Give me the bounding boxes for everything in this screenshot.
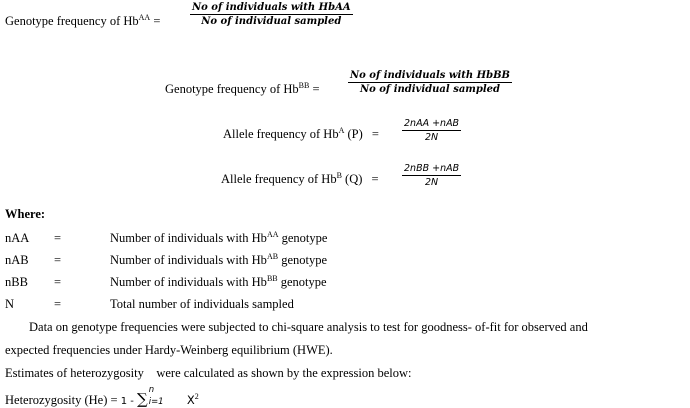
het-one-minus: 1 - xyxy=(120,396,134,407)
def-sup-nab: AB xyxy=(266,252,279,261)
eq3-sup: A xyxy=(338,126,345,135)
eq1-equals: = xyxy=(153,14,161,28)
eq4-label: Allele frequency of Hb xyxy=(221,172,337,186)
paragraph-heterozygosity: Estimates of heterozygosity were calculated as shown by the expression below: xyxy=(5,366,412,380)
def-pre-nbb: Number of individuals with Hb xyxy=(110,275,267,289)
paragraph-line-2: expected frequencies under Hardy-Weinberg equilibrium (HWE). xyxy=(5,343,333,357)
def-eq-nbb: = xyxy=(54,275,62,289)
eq3-suffix: (P) xyxy=(347,127,363,141)
def-pre-naa: Number of individuals with Hb xyxy=(110,231,267,245)
eq4-equals: = xyxy=(371,172,379,186)
def-desc-nbb xyxy=(110,275,327,290)
eq2-sup: BB xyxy=(298,81,310,90)
where-heading: Where: xyxy=(5,207,46,221)
equation-allele-b xyxy=(221,172,379,187)
def-sup-naa: AA xyxy=(266,230,279,239)
def-post-nab: genotype xyxy=(281,253,328,267)
paragraph-line-1: Data on genotype frequencies were subjected to chi-square analysis to test for goodness- of-fit for observed and xyxy=(29,320,588,334)
eq4-suffix: (Q) xyxy=(345,172,363,186)
eq1-sup: AA xyxy=(138,13,151,22)
eq2-numerator: No of individuals with HbBB xyxy=(350,70,510,81)
het-lower: i=1 xyxy=(148,397,164,407)
het-sigma: ∑ xyxy=(136,390,148,408)
def-term-nbb: nBB xyxy=(5,275,28,289)
eq3-numerator: 2nAA +nAB xyxy=(404,118,460,129)
def-term-nab: nAB xyxy=(5,253,29,267)
het-upper: n xyxy=(148,385,155,395)
def-term-naa: nAA xyxy=(5,231,30,245)
eq2-equals: = xyxy=(312,82,320,96)
equation-genotype-aa xyxy=(5,14,160,29)
eq3-label: Allele frequency of Hb xyxy=(223,127,339,141)
eq3-equals: = xyxy=(371,127,379,141)
eq4-fraction xyxy=(402,163,461,188)
def-eq-n: = xyxy=(54,297,62,311)
eq2-denominator: No of individual sampled xyxy=(359,84,501,95)
eq2-label: Genotype frequency of Hb xyxy=(165,82,299,96)
het-x-sup: 2 xyxy=(194,392,199,401)
def-desc-nab xyxy=(110,253,327,268)
eq1-denominator: No of individual sampled xyxy=(201,16,342,27)
eq1-fraction xyxy=(190,2,353,27)
het-x: X xyxy=(186,393,195,407)
eq4-sup: B xyxy=(336,171,342,180)
def-sup-nbb: BB xyxy=(266,274,278,283)
def-desc-naa xyxy=(110,231,327,246)
equation-allele-a xyxy=(223,127,379,142)
eq1-label: Genotype frequency of Hb xyxy=(5,14,139,28)
def-post-naa: genotype xyxy=(281,231,328,245)
het-label: Heterozygosity (He) = xyxy=(5,393,118,407)
def-post-nbb: genotype xyxy=(280,275,327,289)
het-limits xyxy=(148,385,170,407)
equation-genotype-bb xyxy=(165,82,320,97)
eq4-numerator: 2nBB +nAB xyxy=(404,163,460,174)
def-pre-n: Total number of individuals sampled xyxy=(110,297,294,311)
def-pre-nab: Number of individuals with Hb xyxy=(110,253,267,267)
def-eq-nab: = xyxy=(54,253,62,267)
eq4-denominator: 2N xyxy=(424,177,439,188)
eq3-denominator: 2N xyxy=(424,132,439,143)
eq2-fraction xyxy=(348,70,512,95)
heterozygosity-expression xyxy=(5,385,199,408)
def-term-n: N xyxy=(5,297,15,311)
def-eq-naa: = xyxy=(54,231,62,245)
def-desc-n xyxy=(110,297,294,312)
eq1-numerator: No of individuals with HbAA xyxy=(192,2,351,13)
eq3-fraction xyxy=(402,118,461,143)
